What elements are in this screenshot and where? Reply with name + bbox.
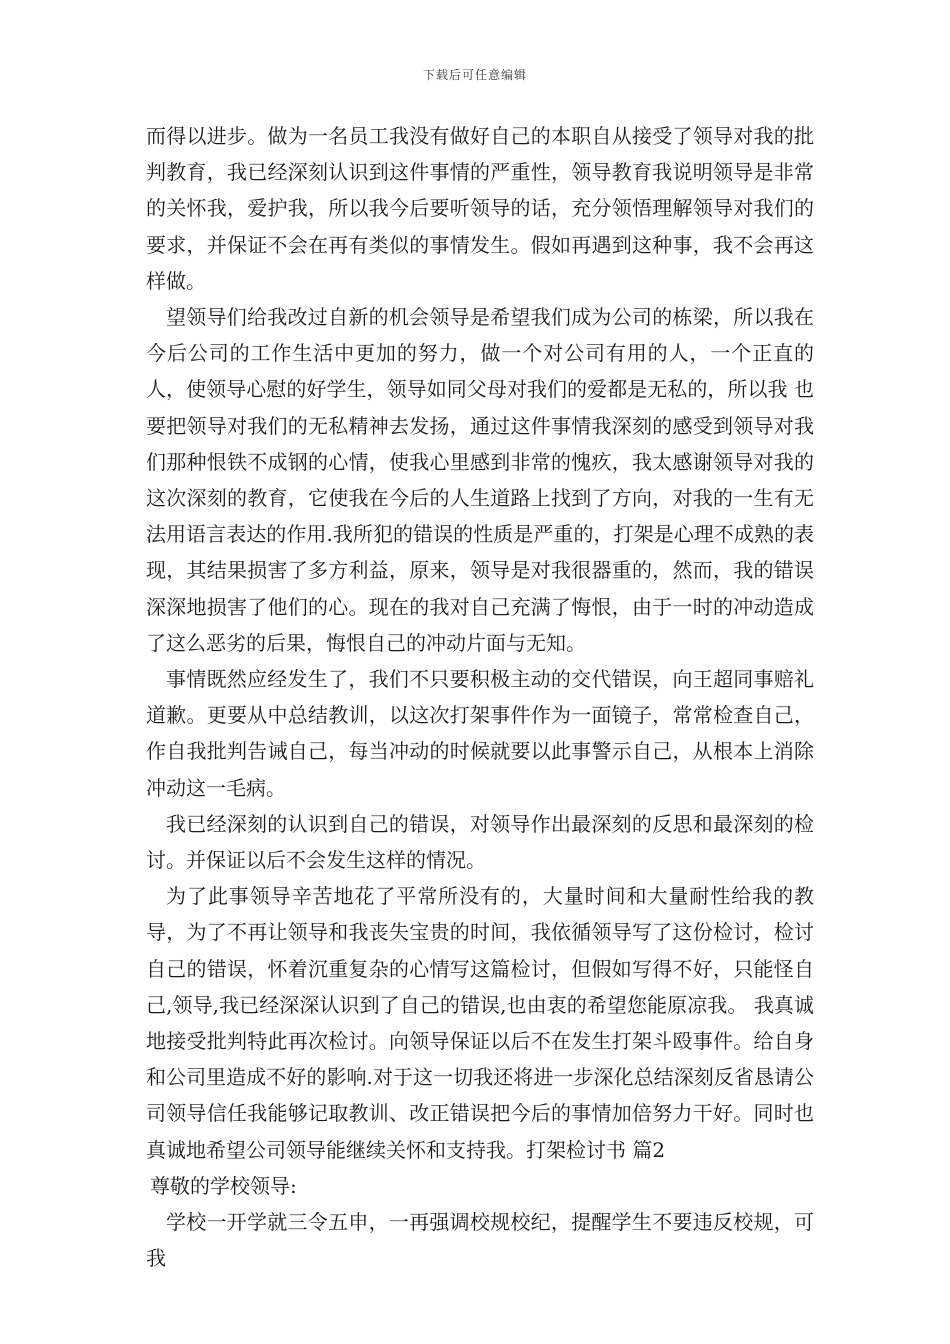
paragraph-5: 为了此事领导辛苦地花了平常所没有的，大量时间和大量耐性给我的教导，为了不再让领导和我丧失宝贵的时间，我依循领导写了这份检讨，检讨自己的错误，怀着沉重复杂的心情写这篇检讨，但假如写得不好，只能怪自己,领导,我已经深深认识到了自己的错误,也由衷的希望您能原凉我。 我真诚地接受批判特此再次检讨。向领导保证以后不在发生打架斗殴事件。给自身和公司里造成不好的影响.对于这一切我还将进一步深化总结深刻反省恳请公司领导信任我能够记取教训、改正错误把今后的事情加倍努力干好。同时也真诚地希望公司领导能继续关怀和支持我。打架检讨书 篇2 — [146, 884, 814, 1162]
salutation: 尊敬的学校领导: — [150, 1173, 297, 1198]
paragraph-1: 而得以进步。做为一名员工我没有做好自己的本职自从接受了领导对我的批判教育，我已经深刻认识到这件事情的严重性，领导教育我说明领导是非常的关怀我，爱护我，所以我今后要听领导的话，充分领悟理解领导对我们的要求，并保证不会在再有类似的事情发生。假如再遇到这种事，我不会再这样做。 — [146, 124, 814, 293]
paragraph-4: 我已经深刻的认识到自己的错误，对领导作出最深刻的反思和最深刻的检讨。并保证以后不会发生这样的情况。 — [146, 811, 814, 873]
page-header: 下载后可任意编辑 — [422, 68, 527, 82]
paragraph-6: 学校一开学就三令五申，一再强调校规校纪，提醒学生不要违反校规，可我 — [146, 1210, 814, 1271]
document-body — [146, 118, 814, 1277]
paragraph-2: 望领导们给我改过自新的机会领导是希望我们成为公司的栋梁，所以我在今后公司的工作生活中更加的努力，做一个对公司有用的人，一个正直的人，使领导心慰的好学生，领导如同父母对我们的爱都是无私的，所以我 也要把领导对我们的无私精神去发扬，通过这件事情我深刻的感受到领导对我们那种恨铁不成钢的心情，使我心里感到非常的愧疚，我太感谢领导对我的这次深刻的教育，它使我在今后的人生道路上找到了方向，对我的一生有无法用语言表达的作用.我所犯的错误的性质是严重的，打架是心理不成熟的表现，其结果损害了多方利益，原来，领导是对我很器重的，然而，我的错误深深地损害了他们的心。现在的我对自己充满了悔恨，由于一时的冲动造成了这么恶劣的后果，悔恨自己的冲动片面与无知。 — [146, 305, 814, 655]
paragraph-3: 事情既然应经发生了，我们不只要积极主动的交代错误，向王超同事赔礼道歉。更要从中总结教训，以这次打架事件作为一面镜子，常常检查自己，作自我批判告诫自己，每当冲动的时候就要以此事警示自己，从根本上消除冲动这一毛病。 — [146, 667, 814, 800]
